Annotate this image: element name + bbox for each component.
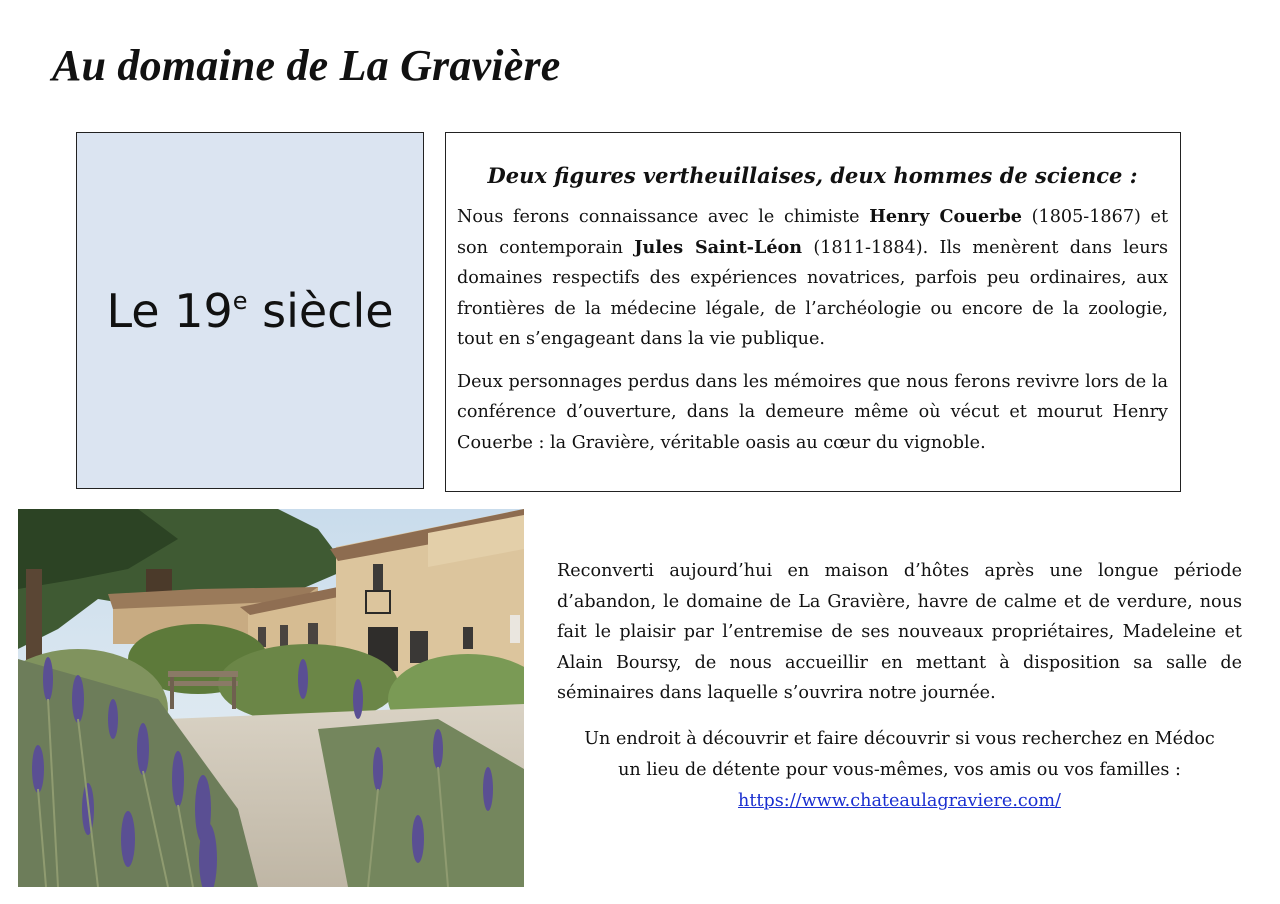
info-box xyxy=(445,132,1181,492)
bottom-text xyxy=(557,556,1242,817)
page-title: Au domaine de La Gravière xyxy=(52,41,561,90)
invitation-line-2: un lieu de détente pour vous-mêmes, vos amis ou vos familles : xyxy=(618,759,1181,780)
info-paragraph-1 xyxy=(457,202,1168,355)
info-heading: Deux figures vertheuillaises, deux hommes de science : xyxy=(487,163,1138,188)
person-name-couerbe: Henry Couerbe xyxy=(869,206,1023,227)
invitation-line-1: Un endroit à découvrir et faire découvrir si vous recherchez en Médoc xyxy=(584,728,1215,749)
person-name-saint-leon: Jules Saint-Léon xyxy=(634,236,803,258)
info-text: (1811-1884). Ils menèrent dans leurs domaines respectifs des expériences novatrices, parfois peu ordinaires, aux frontières de la médecine légale, de l’archéologie ou encore de la zoologie, tout en s’engageant dans la vie publique. xyxy=(457,237,1168,349)
era-label-superscript: e xyxy=(232,286,248,315)
invitation-text xyxy=(557,724,1242,817)
era-label-suffix: siècle xyxy=(247,283,394,338)
info-text: Nous ferons connaissance avec le chimiste xyxy=(457,207,870,227)
info-paragraph-2: Deux personnages perdus dans les mémoires que nous ferons revivre lors de la conférence d’ouverture, dans la demeure même où vécut et mourut Henry Couerbe : la Gravière, véritable oasis au cœur du vignoble. xyxy=(457,371,1168,453)
era-box xyxy=(76,132,424,489)
website-link[interactable]: https://www.chateaulagraviere.com/ xyxy=(738,790,1061,811)
info-text: (1805-1867) et son contemporain xyxy=(457,207,1169,258)
domain-photo xyxy=(18,509,524,887)
domain-description: Reconverti aujourd’hui en maison d’hôtes après une longue période d’abandon, le domaine de La Gravière, havre de calme et de verdure, nous fait le plaisir par l’entremise de ses nouveaux propriétaires, Madeleine et Alain Boursy, de nous accueillir en mettant à disposition sa salle de séminaires dans laquelle s’ouvrira notre journée. xyxy=(557,561,1242,703)
era-label xyxy=(106,284,393,338)
era-label-prefix: Le 19 xyxy=(106,283,233,338)
